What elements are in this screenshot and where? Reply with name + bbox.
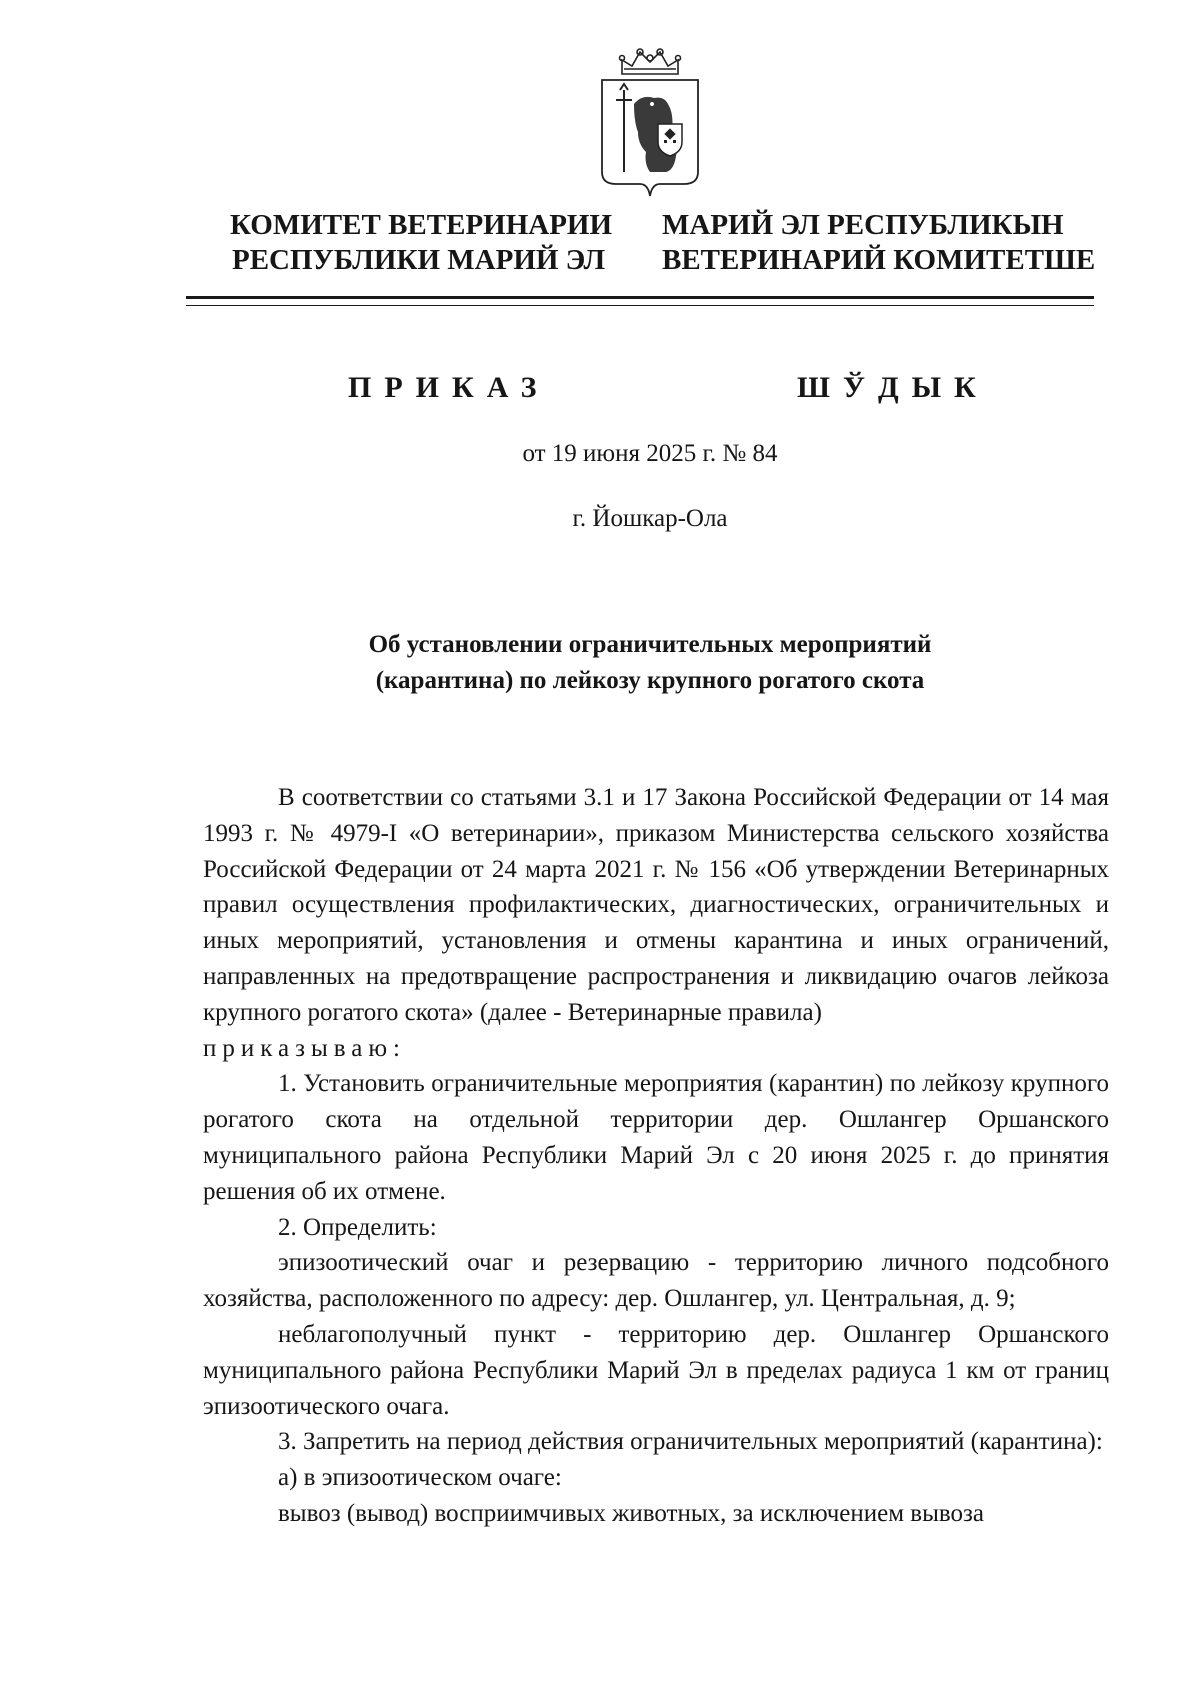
doc-title — [0, 627, 1200, 699]
org-name-line: МАРИЙ ЭЛ РЕСПУБЛИКЫН — [662, 209, 1064, 241]
order-word: приказываю: — [203, 1034, 406, 1062]
doc-type-mari: ШЎДЫК — [797, 371, 989, 404]
item-3b-paragraph: вывоз (вывод) восприимчивых животных, за исключением вывоза — [278, 1499, 985, 1527]
org-name-russian — [230, 208, 612, 278]
header-divider-thick — [186, 296, 1094, 299]
org-name-line: ВЕТЕРИНАРИЙ КОМИТЕТШЕ — [662, 244, 1096, 276]
preamble-paragraph: В соответствии со статьями 3.1 и 17 Закона Российской Федерации от 14 мая 1993 г. № 4979-I «О ветеринарии», приказом Министерства сельского хозяйства Российской Федерации от 24 марта 2021 г. № 156 «Об утверждении Ветеринарных правил осуществления профилактических, диагностических, ограничительных и иных мероприятий, установления и отмены карантина и иных ограничений, направленных на предотвращение распространения и ликвидацию очагов лейкоза крупного рогатого скота» (далее - Ветеринарные правила) — [203, 784, 1109, 1026]
doc-body — [203, 780, 1109, 1532]
item-1-paragraph: 1. Установить ограничительные мероприятия (карантин) по лейкозу крупного рогатого скота на отдельной территории дер. Ошлангер Оршанского муниципального района Республики Марий Эл с 20 июня 2025 г. до принятия решения об их отмене. — [203, 1070, 1109, 1205]
header-divider-thin — [186, 305, 1094, 306]
item-2-paragraph: 2. Определить: — [278, 1213, 437, 1241]
item-2b-paragraph: неблагополучный пункт - территорию дер. Ошлангер Оршанского муниципального района Республики Марий Эл в пределах радиуса 1 км от границ эпизоотического очага. — [203, 1320, 1109, 1420]
doc-place: г. Йошкар-Ола — [572, 505, 728, 532]
item-3-paragraph: 3. Запретить на период действия ограничительных мероприятий (карантина): — [278, 1428, 1103, 1456]
org-name-line: РЕСПУБЛИКИ МАРИЙ ЭЛ — [232, 244, 606, 276]
coat-of-arms-icon — [594, 44, 706, 214]
item-3a-paragraph: а) в эпизоотическом очаге: — [278, 1464, 562, 1492]
org-name-line: КОМИТЕТ ВЕТЕРИНАРИИ — [230, 209, 613, 241]
doc-title-line: Об установлении ограничительных мероприятий — [368, 631, 932, 658]
doc-title-line: (карантина) по лейкозу крупного рогатого скота — [375, 667, 925, 694]
org-name-mari — [662, 208, 1095, 278]
doc-date-number: от 19 июня 2025 г. № 84 — [522, 440, 778, 467]
item-2a-paragraph: эпизоотический очаг и резервацию - территорию личного подсобного хозяйства, расположенного по адресу: дер. Ошлангер, ул. Центральная, д. 9; — [203, 1249, 1109, 1313]
doc-type-russian: ПРИКАЗ — [348, 371, 550, 404]
